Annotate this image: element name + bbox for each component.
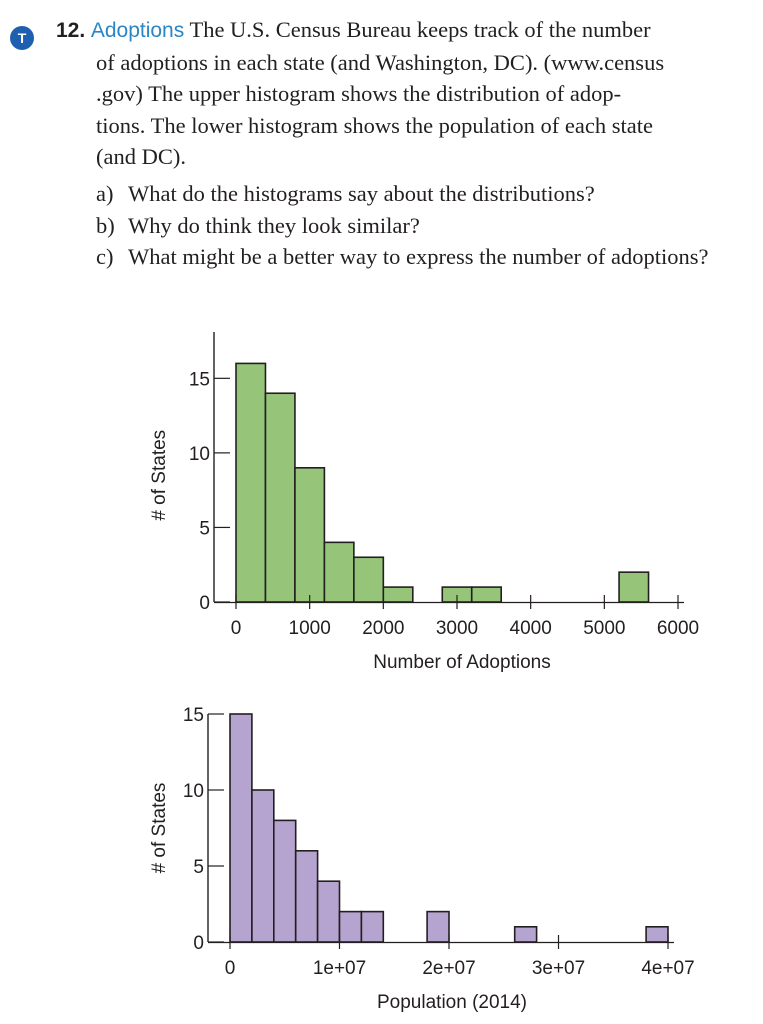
- problem-title: Adoptions: [90, 19, 185, 42]
- histogram-bar: [236, 363, 265, 602]
- y-tick-label: 0: [193, 933, 204, 954]
- part-label: c): [96, 244, 114, 269]
- histogram-bar: [318, 881, 340, 942]
- histogram-bar: [515, 927, 537, 942]
- part-b: [96, 210, 756, 242]
- histogram-bar: [340, 912, 362, 942]
- x-tick-label: 2000: [362, 618, 405, 639]
- y-tick-label: 15: [182, 705, 204, 726]
- histogram-bar: [252, 790, 274, 942]
- x-tick-label: 3e+07: [531, 958, 586, 979]
- x-tick-label: 5000: [583, 618, 626, 639]
- problem-number: 12.: [56, 19, 86, 42]
- adoptions-histogram: [0, 320, 763, 680]
- part-c: [96, 241, 756, 273]
- problem-line-5: (and DC).: [96, 144, 186, 169]
- x-tick-label: 0: [224, 958, 236, 979]
- part-text: What do the histograms say about the distributions?: [128, 181, 595, 206]
- part-label: b): [96, 212, 115, 238]
- x-tick-label: 2e+07: [422, 958, 476, 979]
- technology-badge-icon: T: [10, 26, 34, 50]
- histogram-bar: [230, 714, 252, 942]
- x-tick-label: 1e+07: [312, 958, 367, 979]
- x-tick-label: 4000: [509, 618, 552, 639]
- histogram-bar: [383, 587, 412, 602]
- y-tick-label: 15: [188, 369, 210, 391]
- y-tick-label: 10: [188, 443, 210, 465]
- histogram-bar: [354, 557, 383, 602]
- problem-line-3: .gov) The upper histogram shows the distribution of adop-: [96, 81, 622, 106]
- problem-line-4: tions. The lower histogram shows the population of each state: [96, 112, 653, 138]
- histogram-bar: [274, 820, 296, 942]
- part-label: a): [96, 181, 114, 206]
- x-tick-label: 3000: [435, 618, 479, 639]
- y-tick-label: 10: [182, 781, 204, 802]
- histogram-bar: [427, 912, 449, 942]
- part-text: Why do think they look similar?: [128, 212, 420, 238]
- problem-line-1: The U.S. Census Bureau keeps track of the number: [189, 17, 651, 42]
- histogram-bar: [265, 393, 294, 602]
- population-histogram: [0, 695, 763, 1020]
- x-tick-label: 6000: [656, 618, 700, 639]
- part-text: What might be a better way to express the number of adoptions?: [128, 244, 709, 269]
- problem-parts: [96, 178, 756, 273]
- y-tick-label: 5: [193, 857, 204, 878]
- histogram-bar: [619, 572, 648, 602]
- y-tick-label: 0: [199, 593, 210, 614]
- x-tick-label: 1000: [288, 618, 331, 639]
- y-axis-label: # of States: [149, 782, 170, 874]
- histogram-bar: [295, 468, 324, 602]
- x-axis-label: Population (2014): [377, 992, 527, 1013]
- x-tick-label: 0: [230, 618, 242, 639]
- y-axis-label: # of States: [149, 429, 170, 521]
- histogram-bar: [472, 587, 501, 602]
- histogram-bar: [324, 542, 353, 602]
- y-tick-label: 5: [199, 518, 210, 540]
- part-a: [96, 178, 756, 210]
- x-tick-label: 4e+07: [641, 958, 695, 979]
- histogram-bar: [296, 851, 318, 942]
- problem-statement: [56, 14, 756, 173]
- problem-line-2: of adoptions in each state (and Washington, DC). (www.census: [96, 49, 665, 75]
- histogram-bar: [646, 927, 668, 942]
- histogram-bar: [361, 912, 383, 942]
- x-axis-label: Number of Adoptions: [373, 652, 551, 673]
